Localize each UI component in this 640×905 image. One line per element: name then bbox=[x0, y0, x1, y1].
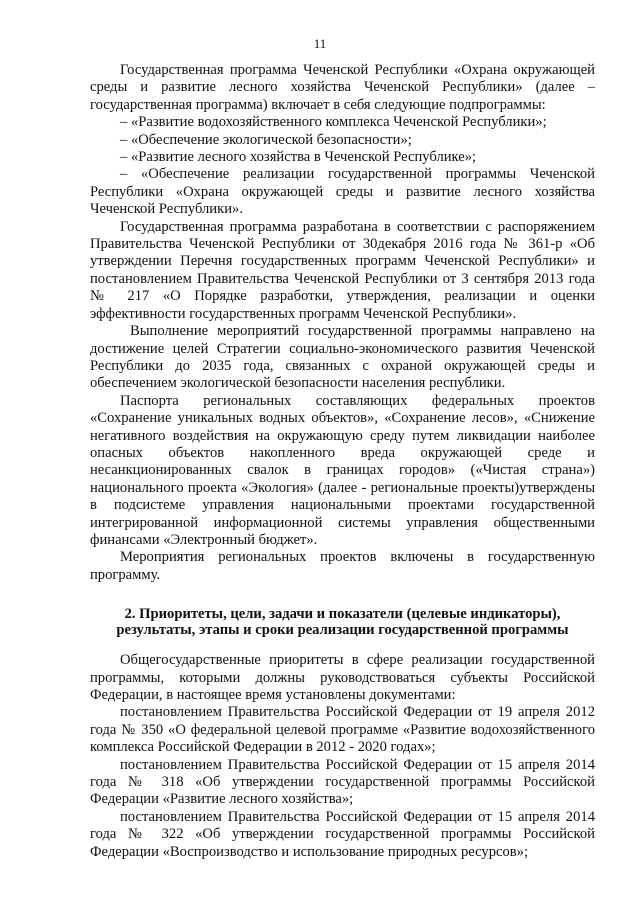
subprogram-item: – «Обеспечение реализации государственной программы Чеченской Республики «Охрана окружающей среды и развитие лесного хозяйства Чеченской Республики». bbox=[90, 166, 595, 218]
body-paragraph: Мероприятия региональных проектов включены в государственную программу. bbox=[90, 549, 595, 583]
decree-item: постановлением Правительства Российской Федерации от 19 апреля 2012 года № 350 «О федеральной целевой программе «Развитие водохозяйственного комплекса Российской Федерации в 2012 - 2020 годах»; bbox=[90, 704, 595, 756]
subprogram-item: – «Развитие лесного хозяйства в Чеченской Республике»; bbox=[120, 149, 477, 166]
section-heading: 2. Приоритеты, цели, задачи и показатели (целевые индикаторы), результаты, этапы и сроки реализации государственной программы bbox=[116, 606, 569, 639]
subprogram-item: – «Развитие водохозяйственного комплекса Чеченской Республики»; bbox=[120, 114, 547, 131]
body-paragraph: Паспорта региональных составляющих федеральных проектов «Сохранение уникальных водных объектов», «Сохранение лесов», «Снижение негативного воздействия на окружающую среду путем ликвидации наиболее опасных объектов накопленного вреда окружающей среде и несанкционированных свалок в границах городов» («Чистая страна») национального проекта «Экология» (далее - региональные проекты)утверждены в подсистеме управления национальными проектами государственной интегрированной информационной системы управления общественными финансами «Электронный бюджет». bbox=[90, 392, 595, 548]
decree-item: постановлением Правительства Российской Федерации от 15 апреля 2014 года № 318 «Об утверждении государственной программы Российской Федерации «Развитие лесного хозяйства»; bbox=[90, 756, 595, 808]
page-body bbox=[90, 62, 595, 861]
body-paragraph: Государственная программа разработана в соответствии с распоряжением Правительства Чеченской Республики от 30декабря 2016 года № 361-р «Об утверждении Перечня государственных программ Чеченской Республики» и постановлением Правительства Чеченской Республики от 3 сентября 2013 года № 217 «О Порядке разработки, утверждения, реализации и оценки эффективности государственных программ Чеченской Республики». bbox=[90, 218, 595, 322]
page-number: 11 bbox=[313, 36, 327, 51]
intro-paragraph: Государственная программа Чеченской Республики «Охрана окружающей среды и развитие лесного хозяйства Чеченской Республики» (далее – государственная программа) включает в себя следующие подпрограммы: bbox=[90, 62, 595, 113]
subprogram-item: – «Обеспечение экологической безопасности»; bbox=[120, 131, 412, 148]
decree-item: постановлением Правительства Российской Федерации от 15 апреля 2014 года № 322 «Об утверждении государственной программы Российской Федерации «Воспроизводство и использование природных ресурсов»; bbox=[90, 808, 595, 860]
section-intro-paragraph: Общегосударственные приоритеты в сфере реализации государственной программы, которыми должны руководствоваться субъекты Российской Федерации, в настоящее время установлены документами: bbox=[90, 652, 595, 703]
body-paragraph: Выполнение мероприятий государственной программы направлено на достижение целей Стратегии социально-экономического развития Чеченской Республики до 2035 года, связанных с охраной окружающей среды и обеспечением экологической безопасности населения республики. bbox=[90, 323, 595, 392]
